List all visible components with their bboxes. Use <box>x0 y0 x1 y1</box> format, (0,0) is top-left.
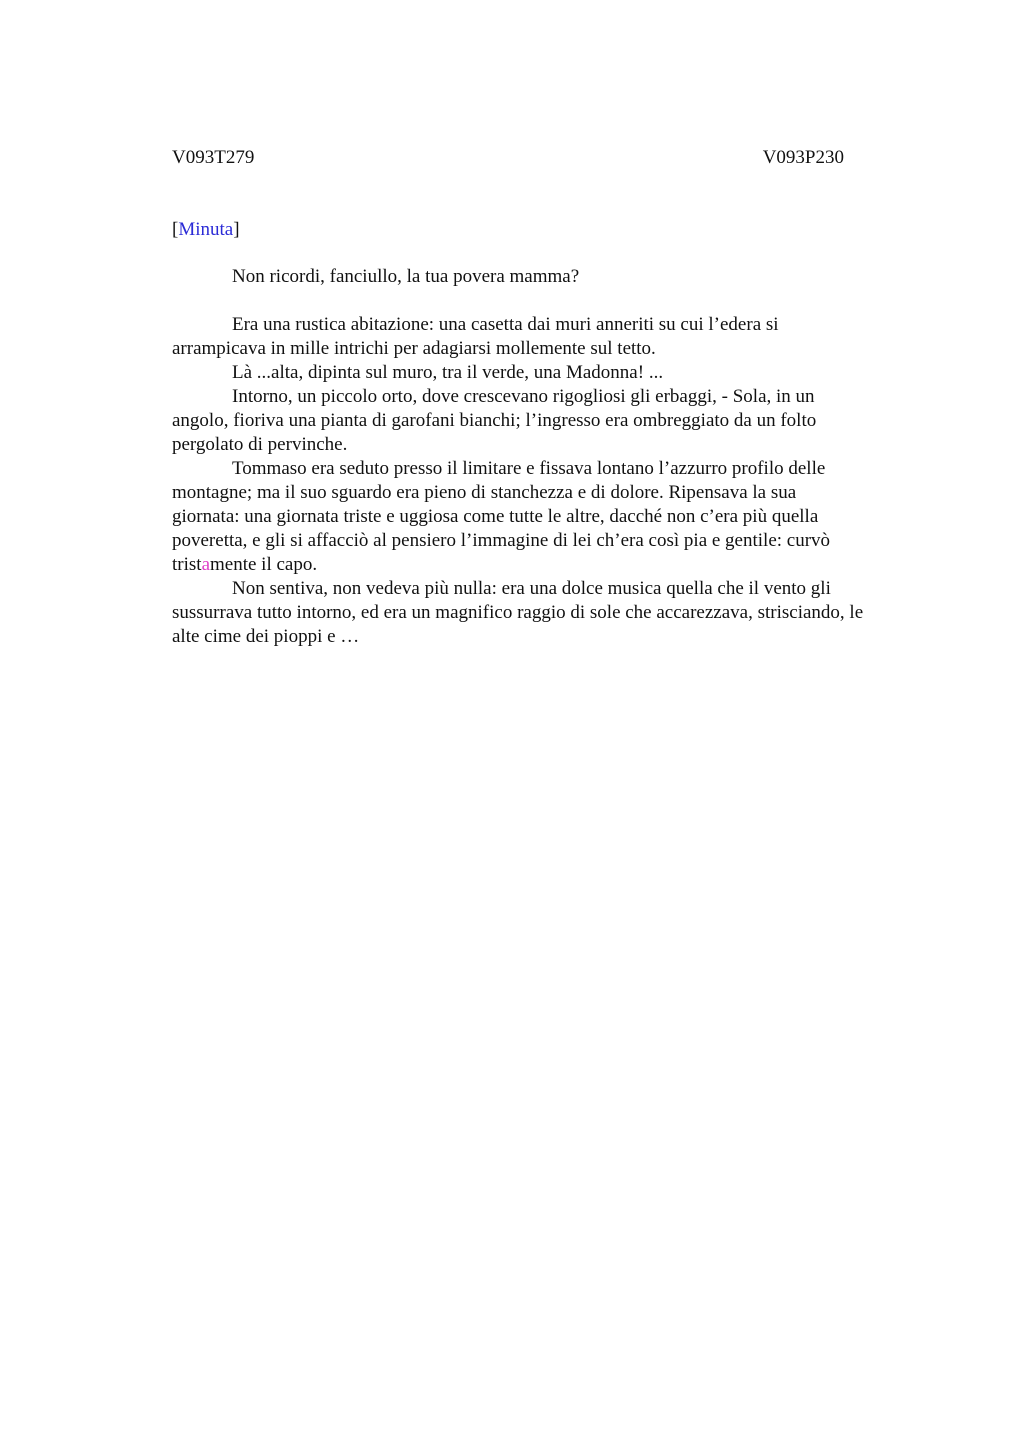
paragraph-3 <box>172 361 928 385</box>
paragraph-6-line-3: alte cime dei pioppi e … <box>172 626 360 647</box>
paragraph-4-line-3: pergolato di pervinche. <box>172 434 348 455</box>
paragraph-4-line-2: angolo, fioriva una pianta di garofani bianchi; l’ingresso era ombreggiato da un folto <box>172 410 817 431</box>
section-tag <box>172 218 240 242</box>
paragraph-2 <box>172 313 928 361</box>
paragraph-6 <box>172 577 928 649</box>
paragraph-2-line-2: arrampicava in mille intrichi per adagiarsi mollemente sul tetto. <box>172 338 656 359</box>
paragraph-3-line-1: Là ...alta, dipinta sul muro, tra il verde, una Madonna! ... <box>232 362 664 383</box>
paragraph-5-line-2: montagne; ma il suo sguardo era pieno di stanchezza e di dolore. Ripensava la sua <box>172 482 797 503</box>
close-bracket: ] <box>233 219 240 240</box>
header-codes <box>172 146 844 170</box>
paragraph-4 <box>172 385 928 457</box>
open-bracket: [ <box>172 219 179 240</box>
paragraph-5-line-1: Tommaso era seduto presso il limitare e fissava lontano l’azzurro profilo delle <box>232 458 826 479</box>
paragraph-5-line-4: poveretta, e gli si affacciò al pensiero l’immagine di lei ch’era così pia e gentile: curvò <box>172 530 831 551</box>
paragraph-1 <box>172 265 928 289</box>
paragraph-5-line-5 <box>172 553 928 577</box>
paragraph-5 <box>172 457 928 577</box>
paragraph-5-line-5-end: mente il capo. <box>210 554 318 575</box>
paragraph-6-line-2: sussurrava tutto intorno, ed era un magnifico raggio di sole che accarezzava, strisciando, le <box>172 602 864 623</box>
section-label: Minuta <box>178 219 234 240</box>
right-code: V093P230 <box>762 147 844 168</box>
paragraph-6-line-1: Non sentiva, non vedeva più nulla: era una dolce musica quella che il vento gli <box>232 578 831 599</box>
paragraph-5-line-3: giornata: una giornata triste e uggiosa come tutte le altre, dacché non c’era più quella <box>172 506 819 527</box>
paragraph-1-line-1: Non ricordi, fanciullo, la tua povera mamma? <box>232 266 580 287</box>
paragraph-5-line-5-start: trist <box>172 554 202 575</box>
highlighted-letter: a <box>201 554 210 575</box>
body-text <box>172 265 928 649</box>
paragraph-2-line-1: Era una rustica abitazione: una casetta dai muri anneriti su cui l’edera si <box>232 314 779 335</box>
left-code: V093T279 <box>172 147 255 168</box>
paragraph-4-line-1: Intorno, un piccolo orto, dove crescevano rigogliosi gli erbaggi, - Sola, in un <box>232 386 815 407</box>
paragraph-gap <box>172 289 928 313</box>
